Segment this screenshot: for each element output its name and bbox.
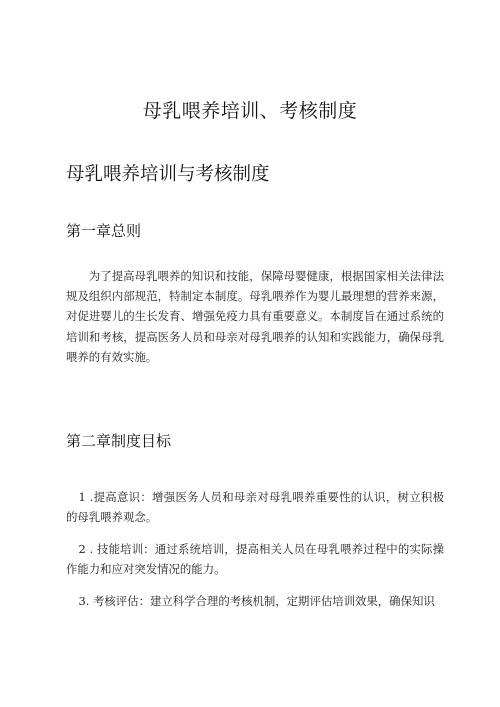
chapter-1-paragraph: 为了提高母乳喂养的知识和技能，保障母婴健康，根据国家相关法律法规及组织内部规范，特制定本制度。母乳喂养作为婴儿最理想的营养来源，对促进婴儿的生长发育、增强免疫力具有重要意义。本制度旨在通过系统的培训和考核，提高医务人员和母亲对母乳喂养的认知和实践能力，确保母乳喂养的有效实施。 [66,269,444,364]
chapter-1-heading: 第一章总则 [66,222,142,240]
document-subtitle: 母乳喂养培训与考核制度 [66,164,270,185]
document-title: 母乳喂养培训、考核制度 [142,100,358,122]
goal-item-1: 1 .提高意识：增强医务人员和母亲对母乳喂养重要性的认识，树立积极的母乳喂养观念。 [66,490,444,525]
goal-item-2: 2 . 技能培训：通过系统培训，提高相关人员在母乳喂养过程中的实际操作能力和应对突发情况的能力。 [66,542,444,577]
chapter-2-heading: 第二章制度目标 [66,432,172,450]
goal-item-3: 3. 考核评估：建立科学合理的考核机制，定期评估培训效果，确保知识 [78,594,435,608]
